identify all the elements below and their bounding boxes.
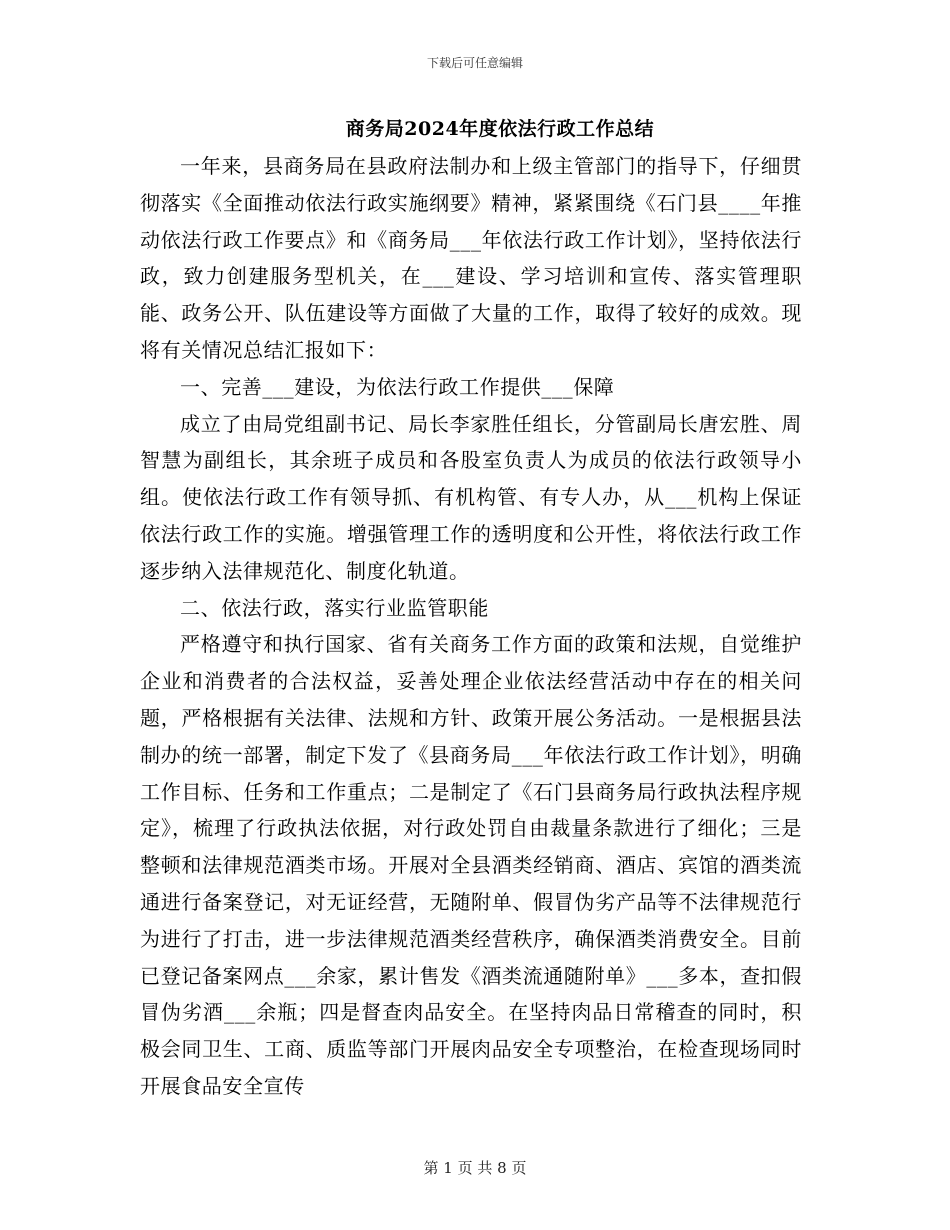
section-heading-2: 二、依法行政，落实行业监管职能 (180, 595, 489, 620)
document-title: 商务局2024年度依法行政工作总结 (345, 118, 655, 140)
page-footer: 第 1 页 共 8 页 (423, 1159, 527, 1177)
paragraph-intro: 一年来，县商务局在县政府法制办和上级主管部门的指导下，仔细贯彻落实《全面推动依法行政实施纲要》精神，紧紧围绕《石门县____年推动依法行政工作要点》和《商务局___年依法行政工作计划》，坚持依法行政，致力创建服务型机关，在___建设、学习培训和宣传、落实管理职能、政务公开、队伍建设等方面做了大量的工作，取得了较好的成效。现将有关情况总结汇报如下： (140, 154, 802, 362)
document-body (140, 148, 802, 1105)
paragraph-section-1: 成立了由局党组副书记、局长李家胜任组长，分管副局长唐宏胜、周智慧为副组长，其余班子成员和各股室负责人为成员的依法行政领导小组。使依法行政工作有领导抓、有机构管、有专人办，从___机构上保证依法行政工作的实施。增强管理工作的透明度和公开性，将依法行政工作逐步纳入法律规范化、制度化轨道。 (140, 411, 802, 583)
paragraph-section-2: 严格遵守和执行国家、省有关商务工作方面的政策和法规，自觉维护企业和消费者的合法权益，妥善处理企业依法经营活动中存在的相关问题，严格根据有关法律、法规和方针、政策开展公务活动。一是根据县法制办的统一部署，制定下发了《县商务局___年依法行政工作计划》，明确工作目标、任务和工作重点；二是制定了《石门县商务局行政执法程序规定》，梳理了行政执法依据，对行政处罚自由裁量条款进行了细化；三是整顿和法律规范酒类市场。开展对全县酒类经销商、酒店、宾馆的酒类流通进行备案登记，对无证经营，无随附单、假冒伪劣产品等不法律规范行为进行了打击，进一步法律规范酒类经营秩序，确保酒类消费安全。目前已登记备案网点___余家，累计售发《酒类流通随附单》___多本，查扣假冒伪劣酒___余瓶；四是督查肉品安全。在坚持肉品日常稽查的同时，积极会同卫生、工商、质监等部门开展肉品安全专项整治，在检查现场同时开展食品安全宣传 (140, 632, 802, 1098)
section-heading-1: 一、完善___建设，为依法行政工作提供___保障 (180, 374, 615, 399)
header-note: 下载后可任意编辑 (426, 56, 523, 70)
